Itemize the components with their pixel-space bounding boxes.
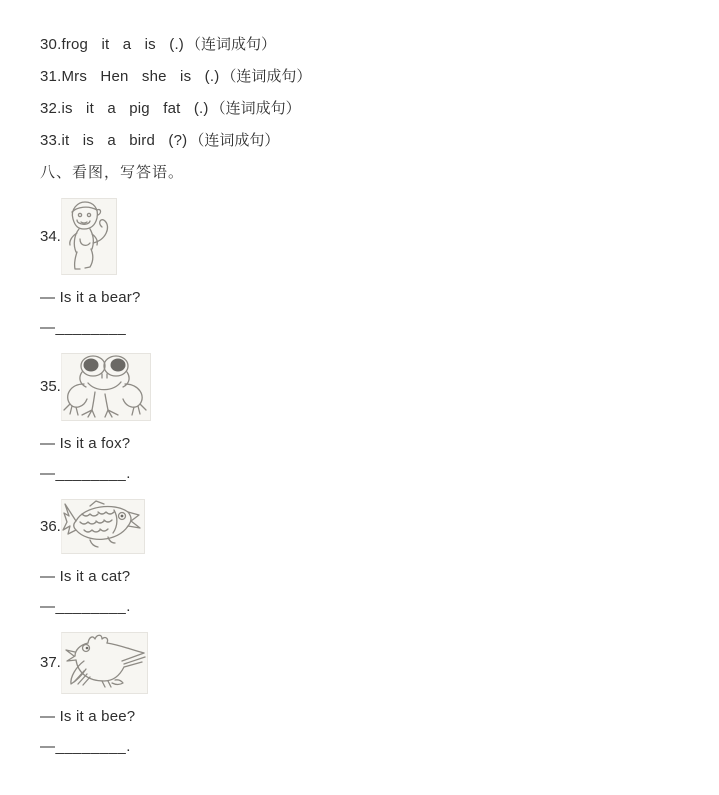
picture-row [40,353,679,421]
question-line: — Is it a fox? [40,435,131,452]
fish-illustration [61,499,145,554]
picture-item-37 [40,632,679,755]
item-number: 34. [40,227,61,245]
question-line: — Is it a bear? [40,289,141,306]
rearrange-line-31 [40,69,679,85]
rearrange-line-33 [40,133,679,149]
frog-illustration [61,353,151,421]
item-number: 35. [40,378,61,395]
picture-row [40,632,679,694]
picture-row [40,198,679,275]
picture-row [40,499,679,554]
picture-item-36 [40,499,679,615]
rearrange-line-30 [40,37,679,53]
picture-item-35 [40,353,679,482]
answer-blank-line: —________. [40,465,131,482]
section-header: 八、看图，写答语。 [40,164,185,181]
rearrange-words: 30.frog it a is (.) [40,36,185,53]
bird-illustration [61,632,148,694]
rearrange-line-32 [40,101,679,117]
question-line: — Is it a cat? [40,568,131,585]
rearrange-section [40,37,679,149]
answer-blank-line: —________. [40,738,131,755]
answer-blank-line: —________ [40,319,127,336]
monkey-illustration [61,198,117,275]
rearrange-words: 33.it is a bird (?) [40,132,188,149]
question-line: — Is it a bee? [40,708,136,725]
rearrange-words: 31.Mrs Hen she is (.) [40,68,220,85]
rearrange-words: 32.is it a pig fat (.) [40,100,209,117]
answer-blank-line: —________. [40,598,131,615]
rearrange-note: （连词成句） [186,36,277,53]
item-number: 36. [40,517,61,535]
item-number: 37. [40,654,61,671]
rearrange-note: （连词成句） [210,100,301,117]
picture-item-34 [40,198,679,336]
rearrange-note: （连词成句） [221,68,312,85]
rearrange-note: （连词成句） [189,132,280,149]
